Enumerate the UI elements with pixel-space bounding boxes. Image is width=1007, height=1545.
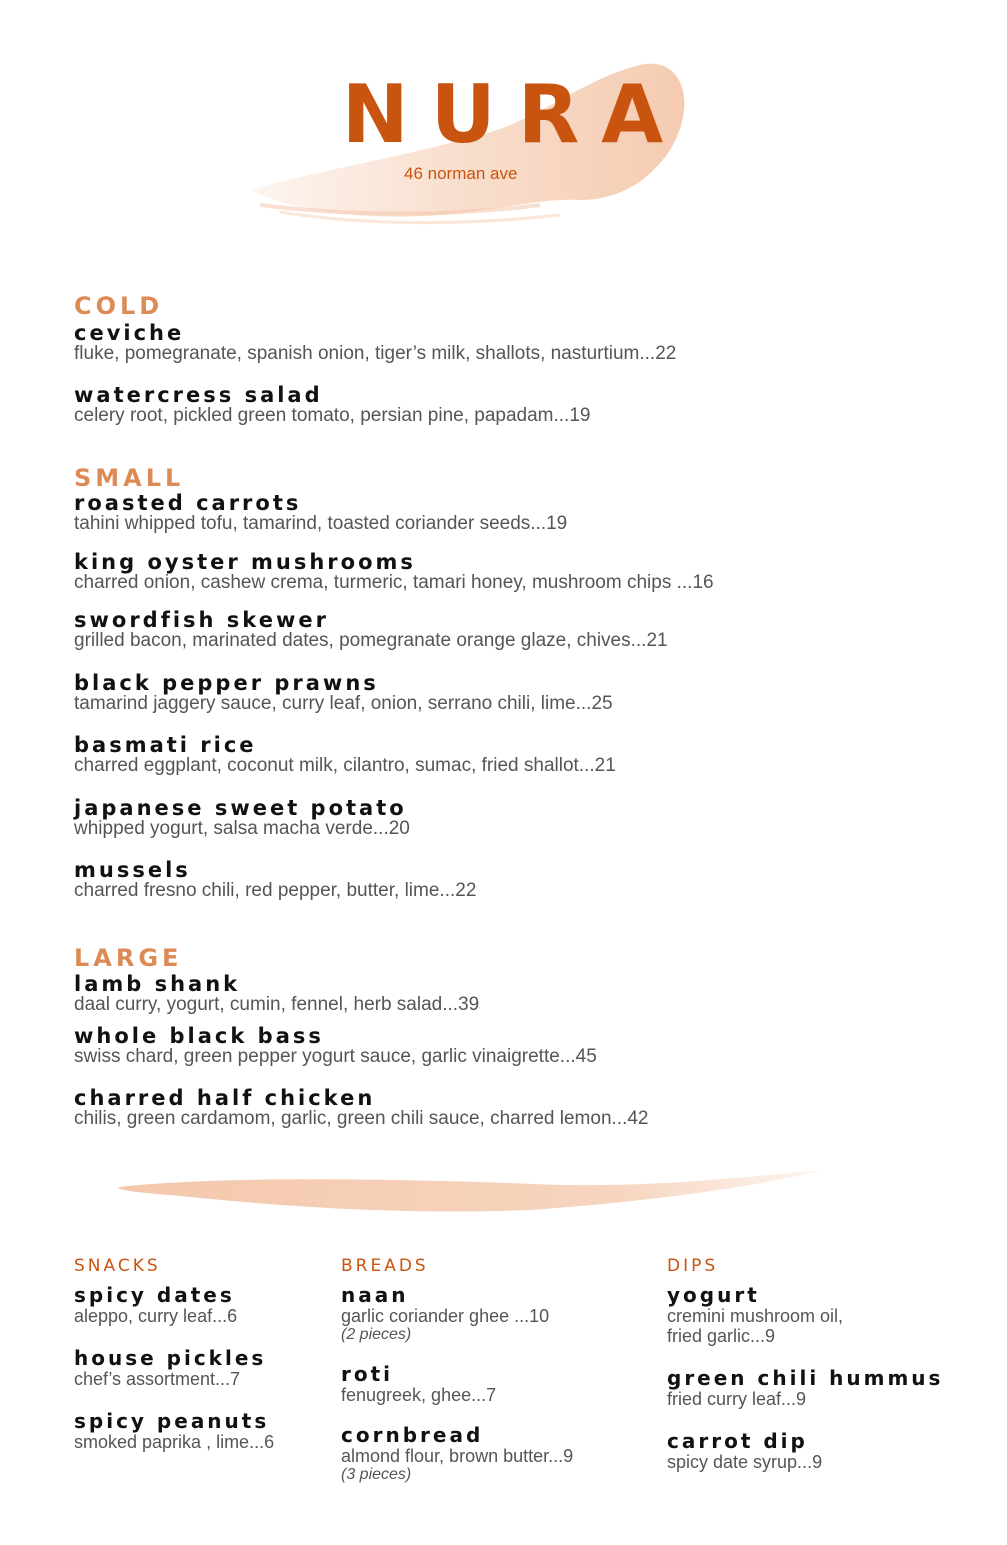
item-name: mussels	[74, 858, 191, 882]
menu-item	[667, 1368, 943, 1409]
menu-item	[74, 1285, 274, 1326]
item-name: house pickles	[74, 1346, 267, 1370]
menu-item	[74, 1025, 597, 1067]
breads-column	[341, 1255, 573, 1506]
item-name: king oyster mushrooms	[74, 550, 416, 574]
item-name: whole black bass	[74, 1024, 324, 1048]
menu-item	[74, 1087, 649, 1129]
item-description: charred fresno chili, red pepper, butter, lime...22	[74, 880, 477, 901]
menu-header	[0, 0, 1007, 240]
menu-item	[74, 492, 567, 534]
item-description: cremini mushroom oil,	[667, 1306, 844, 1326]
menu-item	[74, 734, 616, 776]
menu-item	[667, 1431, 943, 1472]
section-title-small: SMALL	[74, 464, 185, 492]
item-name: spicy peanuts	[74, 1409, 270, 1433]
item-name: swordfish skewer	[74, 608, 329, 632]
item-note: (2 pieces)	[341, 1326, 412, 1343]
menu-item	[74, 797, 410, 839]
dips-column	[667, 1255, 943, 1494]
menu-item	[341, 1425, 573, 1484]
item-description: spicy date syrup...9	[667, 1452, 823, 1472]
item-description: chef’s assortment...7	[74, 1369, 241, 1389]
item-name: roasted carrots	[74, 491, 302, 515]
item-description: whipped yogurt, salsa macha verde...20	[74, 818, 410, 839]
item-name: roti	[341, 1362, 394, 1386]
item-description: swiss chard, green pepper yogurt sauce, garlic vinaigrette...45	[74, 1046, 597, 1067]
snacks-column	[74, 1255, 274, 1474]
section-title-large: LARGE	[74, 944, 183, 972]
menu-item	[74, 322, 676, 364]
column-title-breads: BREADS	[341, 1256, 429, 1276]
item-description: charred eggplant, coconut milk, cilantro, sumac, fried shallot...21	[74, 755, 616, 776]
item-name: yogurt	[667, 1283, 760, 1307]
brush-stroke-divider	[110, 1165, 830, 1220]
item-description: tamarind jaggery sauce, curry leaf, onion, serrano chili, lime...25	[74, 693, 613, 714]
menu-item	[341, 1364, 573, 1405]
item-name: spicy dates	[74, 1283, 235, 1307]
item-name: lamb shank	[74, 972, 241, 996]
item-name: japanese sweet potato	[74, 796, 407, 820]
restaurant-logo: NURA	[341, 68, 686, 161]
column-title-dips: DIPS	[667, 1256, 719, 1276]
item-description: daal curry, yogurt, cumin, fennel, herb salad...39	[74, 994, 480, 1015]
item-note: (3 pieces)	[341, 1466, 412, 1483]
menu-item	[74, 672, 613, 714]
menu-item	[74, 859, 476, 901]
item-description: celery root, pickled green tomato, persian pine, papadam...19	[74, 405, 591, 426]
menu-item	[341, 1285, 573, 1344]
item-name: naan	[341, 1283, 409, 1307]
menu-item	[74, 1348, 274, 1389]
item-description: charred onion, cashew crema, turmeric, tamari honey, mushroom chips ...16	[74, 572, 714, 593]
item-name: charred half chicken	[74, 1086, 376, 1110]
item-description: aleppo, curry leaf...6	[74, 1306, 238, 1326]
column-title-snacks: SNACKS	[74, 1256, 161, 1276]
menu-item	[74, 609, 668, 651]
item-description: fenugreek, ghee...7	[341, 1385, 497, 1405]
restaurant-address: 46 norman ave	[404, 164, 518, 183]
item-description: grilled bacon, marinated dates, pomegranate orange glaze, chives...21	[74, 630, 668, 651]
menu-item	[74, 384, 590, 426]
item-description: smoked paprika , lime...6	[74, 1432, 275, 1452]
item-description: tahini whipped tofu, tamarind, toasted coriander seeds...19	[74, 513, 568, 534]
item-name: green chili hummus	[667, 1366, 944, 1390]
menu-item	[667, 1285, 943, 1346]
menu-item	[74, 551, 714, 593]
item-name: black pepper prawns	[74, 671, 379, 695]
item-description: almond flour, brown butter...9	[341, 1446, 574, 1466]
item-name: carrot dip	[667, 1429, 808, 1453]
item-description: fried curry leaf...9	[667, 1389, 807, 1409]
item-name: cornbread	[341, 1423, 484, 1447]
item-description: fluke, pomegranate, spanish onion, tiger’s milk, shallots, nasturtium...22	[74, 343, 677, 364]
item-name: basmati rice	[74, 733, 257, 757]
section-title-cold: COLD	[74, 292, 164, 320]
menu-item	[74, 973, 479, 1015]
item-description: chilis, green cardamom, garlic, green chili sauce, charred lemon...42	[74, 1108, 649, 1129]
item-description: garlic coriander ghee ...10	[341, 1306, 550, 1326]
item-name: ceviche	[74, 321, 185, 345]
menu-item	[74, 1411, 274, 1452]
item-name: watercress salad	[74, 383, 323, 407]
item-description-line2: fried garlic...9	[667, 1326, 776, 1346]
